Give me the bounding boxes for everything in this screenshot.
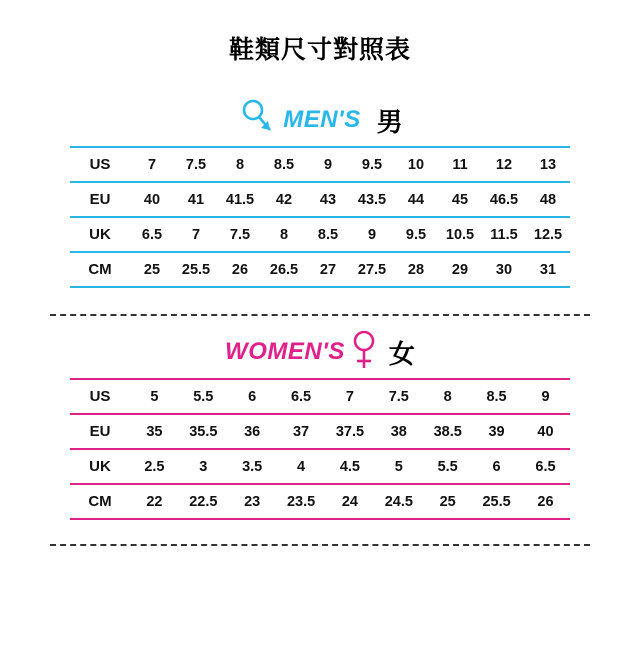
row-unit-label: CM — [88, 261, 112, 278]
cell: 28 — [407, 261, 425, 278]
cell: 25.5 — [482, 493, 511, 510]
cell: 30 — [495, 261, 513, 278]
cell: 27 — [319, 261, 337, 278]
cell: 26 — [231, 261, 249, 278]
dashed-divider-bottom — [50, 544, 590, 546]
womens-label: WOMEN'S — [225, 338, 345, 365]
cell: 25.5 — [181, 261, 211, 278]
cell: 23 — [244, 493, 261, 510]
cell: 7.5 — [388, 388, 409, 405]
table-row — [70, 414, 570, 449]
cell: 9 — [323, 156, 333, 173]
cell: 24 — [341, 493, 358, 510]
cell: 35 — [146, 423, 163, 440]
cell: 41.5 — [225, 191, 255, 208]
cell: 8 — [279, 226, 289, 243]
cell: 26.5 — [269, 261, 299, 278]
cell: 12 — [495, 156, 513, 173]
cell: 43.5 — [357, 191, 387, 208]
cell: 4 — [297, 458, 306, 475]
cell: 35.5 — [189, 423, 218, 440]
cell: 11.5 — [490, 226, 518, 243]
table-row — [70, 449, 570, 484]
table-row — [70, 182, 570, 217]
cell: 43 — [319, 191, 337, 208]
row-unit-label: US — [89, 156, 111, 173]
cell: 31 — [539, 261, 557, 278]
cell: 37.5 — [335, 423, 365, 440]
cell: 7.5 — [185, 156, 207, 173]
cell: 44 — [407, 191, 425, 208]
male-gender-icon — [237, 97, 277, 144]
table-row — [70, 252, 570, 287]
cell: 40 — [537, 423, 554, 440]
cell: 38 — [390, 423, 407, 440]
cell: 9.5 — [361, 156, 383, 173]
cell: 8 — [235, 156, 245, 173]
cell: 8.5 — [486, 388, 507, 405]
cell: 3.5 — [242, 458, 263, 475]
female-gender-icon — [351, 328, 377, 377]
mens-label-cjk: 男 — [376, 106, 403, 137]
cell: 45 — [451, 191, 469, 208]
size-chart-page — [0, 30, 640, 670]
cell: 8.5 — [317, 226, 339, 243]
table-row — [70, 147, 570, 182]
cell: 22 — [146, 493, 163, 510]
cell: 7.5 — [229, 226, 251, 243]
dashed-divider-top — [50, 314, 590, 316]
cell: 9.5 — [405, 226, 427, 243]
cell: 5 — [150, 388, 159, 405]
cell: 13 — [539, 156, 557, 173]
cell: 39 — [488, 423, 505, 440]
cell: 8.5 — [273, 156, 295, 173]
cell: 22.5 — [189, 493, 218, 510]
cell: 10.5 — [445, 226, 475, 243]
cell: 9 — [367, 226, 377, 243]
cell: 48 — [539, 191, 557, 208]
mens-label: MEN'S — [283, 106, 361, 133]
table-row — [70, 217, 570, 252]
cell: 5.5 — [437, 458, 458, 475]
cell: 29 — [451, 261, 469, 278]
cell: 8 — [443, 388, 452, 405]
row-unit-label: CM — [88, 493, 112, 510]
cell: 12.5 — [533, 226, 563, 243]
cell: 11 — [452, 156, 468, 173]
cell: 36 — [244, 423, 261, 440]
cell: 6.5 — [535, 458, 556, 475]
page-title: 鞋類尺寸對照表 — [228, 36, 411, 64]
cell: 5 — [394, 458, 403, 475]
cell: 4.5 — [339, 458, 361, 475]
womens-label-cjk: 女 — [388, 338, 415, 369]
cell: 23.5 — [286, 493, 316, 510]
cell: 9 — [541, 388, 550, 405]
cell: 3 — [199, 458, 208, 475]
cell: 26 — [537, 493, 554, 510]
cell: 10 — [407, 156, 425, 173]
cell: 25 — [439, 493, 456, 510]
cell: 7 — [147, 156, 157, 173]
cell: 38.5 — [433, 423, 462, 440]
cell: 40 — [143, 191, 161, 208]
row-unit-label: UK — [89, 458, 111, 475]
table-row — [70, 484, 570, 519]
table-row — [70, 379, 570, 414]
cell: 6.5 — [290, 388, 312, 405]
mens-section-heading — [0, 94, 640, 146]
cell: 37 — [292, 423, 310, 440]
cell: 7 — [345, 388, 354, 405]
row-unit-label: EU — [89, 423, 111, 440]
cell: 6 — [248, 388, 257, 405]
row-unit-label: UK — [89, 226, 111, 243]
row-unit-label: US — [89, 388, 111, 405]
cell: 46.5 — [489, 191, 519, 208]
cell: 5.5 — [193, 388, 214, 405]
cell: 41 — [187, 191, 205, 208]
cell: 7 — [191, 226, 201, 243]
womens-section-heading — [0, 326, 640, 378]
cell: 6 — [492, 458, 501, 475]
cell: 27.5 — [357, 261, 387, 278]
cell: 6.5 — [141, 226, 163, 243]
womens-size-table — [70, 378, 570, 520]
cell: 2.5 — [144, 458, 165, 475]
cell: 24.5 — [384, 493, 413, 510]
mens-size-table — [70, 146, 570, 288]
cell: 42 — [275, 191, 293, 208]
row-unit-label: EU — [89, 191, 111, 208]
cell: 25 — [143, 261, 161, 278]
